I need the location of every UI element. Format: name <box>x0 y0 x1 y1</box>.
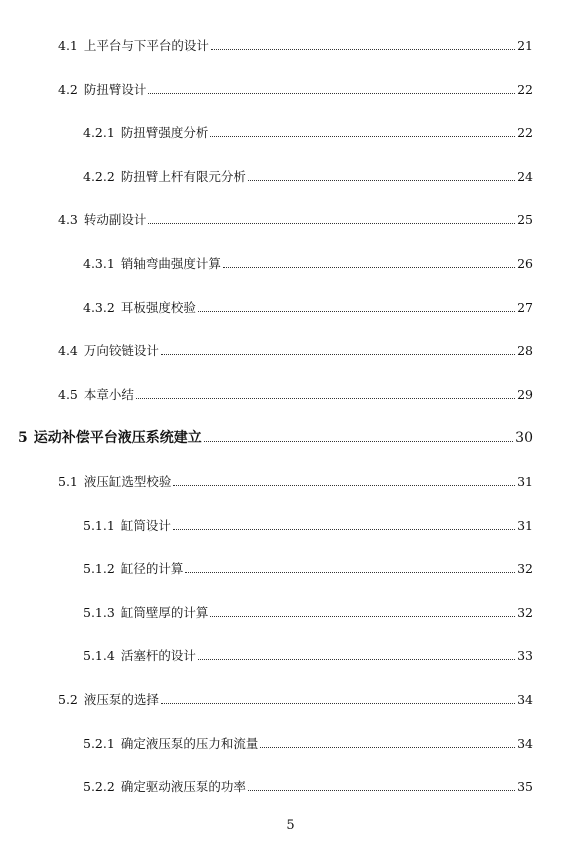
dot-leader <box>223 267 515 268</box>
toc-entry-number: 5.1.3 <box>83 604 115 620</box>
toc-entry-number: 5 <box>18 430 28 447</box>
toc-entry-page: 34 <box>517 692 533 707</box>
toc-entry-page: 30 <box>515 430 533 447</box>
toc-chapter-entry[interactable] <box>18 426 533 446</box>
toc-entry-number: 4.3.1 <box>83 256 115 271</box>
toc-entry-number: 5.1.2 <box>83 561 115 577</box>
toc-entry-page: 33 <box>517 648 533 664</box>
dot-leader <box>161 354 515 355</box>
toc-entry-title: 缸筒设计 <box>120 517 171 533</box>
dot-leader <box>210 136 515 137</box>
dot-leader <box>248 790 515 791</box>
dot-leader <box>260 747 515 748</box>
dot-leader <box>248 180 515 181</box>
toc-entry-page: 34 <box>517 735 533 751</box>
toc-entry-page: 32 <box>517 561 533 577</box>
toc-entry-title: 防扭臂设计 <box>83 81 147 97</box>
toc-entry-page: 21 <box>517 38 533 53</box>
toc-entry[interactable] <box>58 470 533 490</box>
toc-entry[interactable] <box>83 252 533 272</box>
toc-entry[interactable] <box>58 688 533 708</box>
toc-entry[interactable] <box>58 208 533 228</box>
toc-entry-number: 4.4 <box>58 343 78 359</box>
toc-entry-title: 缸筒壁厚的计算 <box>120 604 209 620</box>
dot-leader <box>204 441 513 442</box>
toc-entry[interactable] <box>58 383 533 403</box>
toc-entry-title: 运动补偿平台液压系统建立 <box>33 430 202 447</box>
toc-entry-number: 5.2.2 <box>83 779 115 795</box>
toc-entry-title: 转动副设计 <box>83 212 147 228</box>
toc-entry-number: 4.2.2 <box>83 168 115 184</box>
toc-entry-page: 27 <box>517 299 533 315</box>
toc-entry[interactable] <box>83 732 533 752</box>
toc-entry-title: 防扭臂强度分析 <box>120 125 209 141</box>
toc-entry[interactable] <box>83 557 533 577</box>
dot-leader <box>148 93 515 94</box>
toc-entry-page: 31 <box>517 517 533 533</box>
dot-leader <box>136 398 515 399</box>
toc-entry-number: 5.2.1 <box>83 735 115 751</box>
toc-entry-title: 确定液压泵的压力和流量 <box>120 735 259 751</box>
toc-entry-number: 5.2 <box>58 692 78 707</box>
toc-entry[interactable] <box>58 339 533 359</box>
toc-entry-number: 5.1 <box>58 474 78 489</box>
toc-entry-page: 28 <box>517 343 533 359</box>
toc-entry-page: 25 <box>517 212 533 228</box>
toc-entry[interactable] <box>83 601 533 621</box>
page-number: 5 <box>286 818 295 833</box>
toc-entry-title: 缸径的计算 <box>120 561 184 577</box>
dot-leader <box>210 616 515 617</box>
toc-entry[interactable] <box>83 514 533 534</box>
toc-entry[interactable] <box>58 78 533 98</box>
toc-entry-title: 销轴弯曲强度计算 <box>120 256 221 271</box>
toc-entry-number: 4.1 <box>58 38 78 53</box>
toc-entry-title: 防扭臂上杆有限元分析 <box>120 168 246 184</box>
toc-entry-title: 确定驱动液压泵的功率 <box>120 779 246 795</box>
toc-entry[interactable] <box>58 34 533 54</box>
toc-entry-title: 液压泵的选择 <box>83 692 159 707</box>
toc-entry-title: 本章小结 <box>83 386 134 402</box>
toc-entry-page: 26 <box>517 256 533 271</box>
toc-entry-page: 32 <box>517 604 533 620</box>
toc-entry-title: 耳板强度校验 <box>120 299 196 315</box>
toc-entry[interactable] <box>83 644 533 664</box>
dot-leader <box>161 703 515 704</box>
toc-entry[interactable] <box>83 165 533 185</box>
toc-entry-page: 22 <box>517 125 533 141</box>
toc-entry-page: 24 <box>517 168 533 184</box>
toc-entry[interactable] <box>83 296 533 316</box>
toc-entry-page: 22 <box>517 81 533 97</box>
toc-entry-number: 4.3 <box>58 212 78 228</box>
dot-leader <box>198 659 515 660</box>
dot-leader <box>211 49 515 50</box>
toc-entry-page: 29 <box>517 386 533 402</box>
dot-leader <box>173 485 515 486</box>
dot-leader <box>185 572 515 573</box>
toc-entry-number: 4.2 <box>58 81 78 97</box>
toc-entry-page: 31 <box>517 474 533 489</box>
toc-entry[interactable] <box>83 121 533 141</box>
toc-entry-title: 液压缸选型校验 <box>83 474 172 489</box>
toc-entry-number: 4.5 <box>58 386 78 402</box>
toc-entry-title: 上平台与下平台的设计 <box>83 38 209 53</box>
toc-entry-page: 35 <box>517 779 533 795</box>
toc-entry-number: 5.1.4 <box>83 648 115 664</box>
toc-entry-number: 5.1.1 <box>83 517 115 533</box>
toc-entry-title: 活塞杆的设计 <box>120 648 196 664</box>
toc-entry-number: 4.2.1 <box>83 125 115 141</box>
dot-leader <box>173 529 515 530</box>
toc-entry-number: 4.3.2 <box>83 299 115 315</box>
toc-entry[interactable] <box>83 775 533 795</box>
dot-leader <box>148 223 515 224</box>
dot-leader <box>198 311 515 312</box>
toc-entry-title: 万向铰链设计 <box>83 343 159 359</box>
